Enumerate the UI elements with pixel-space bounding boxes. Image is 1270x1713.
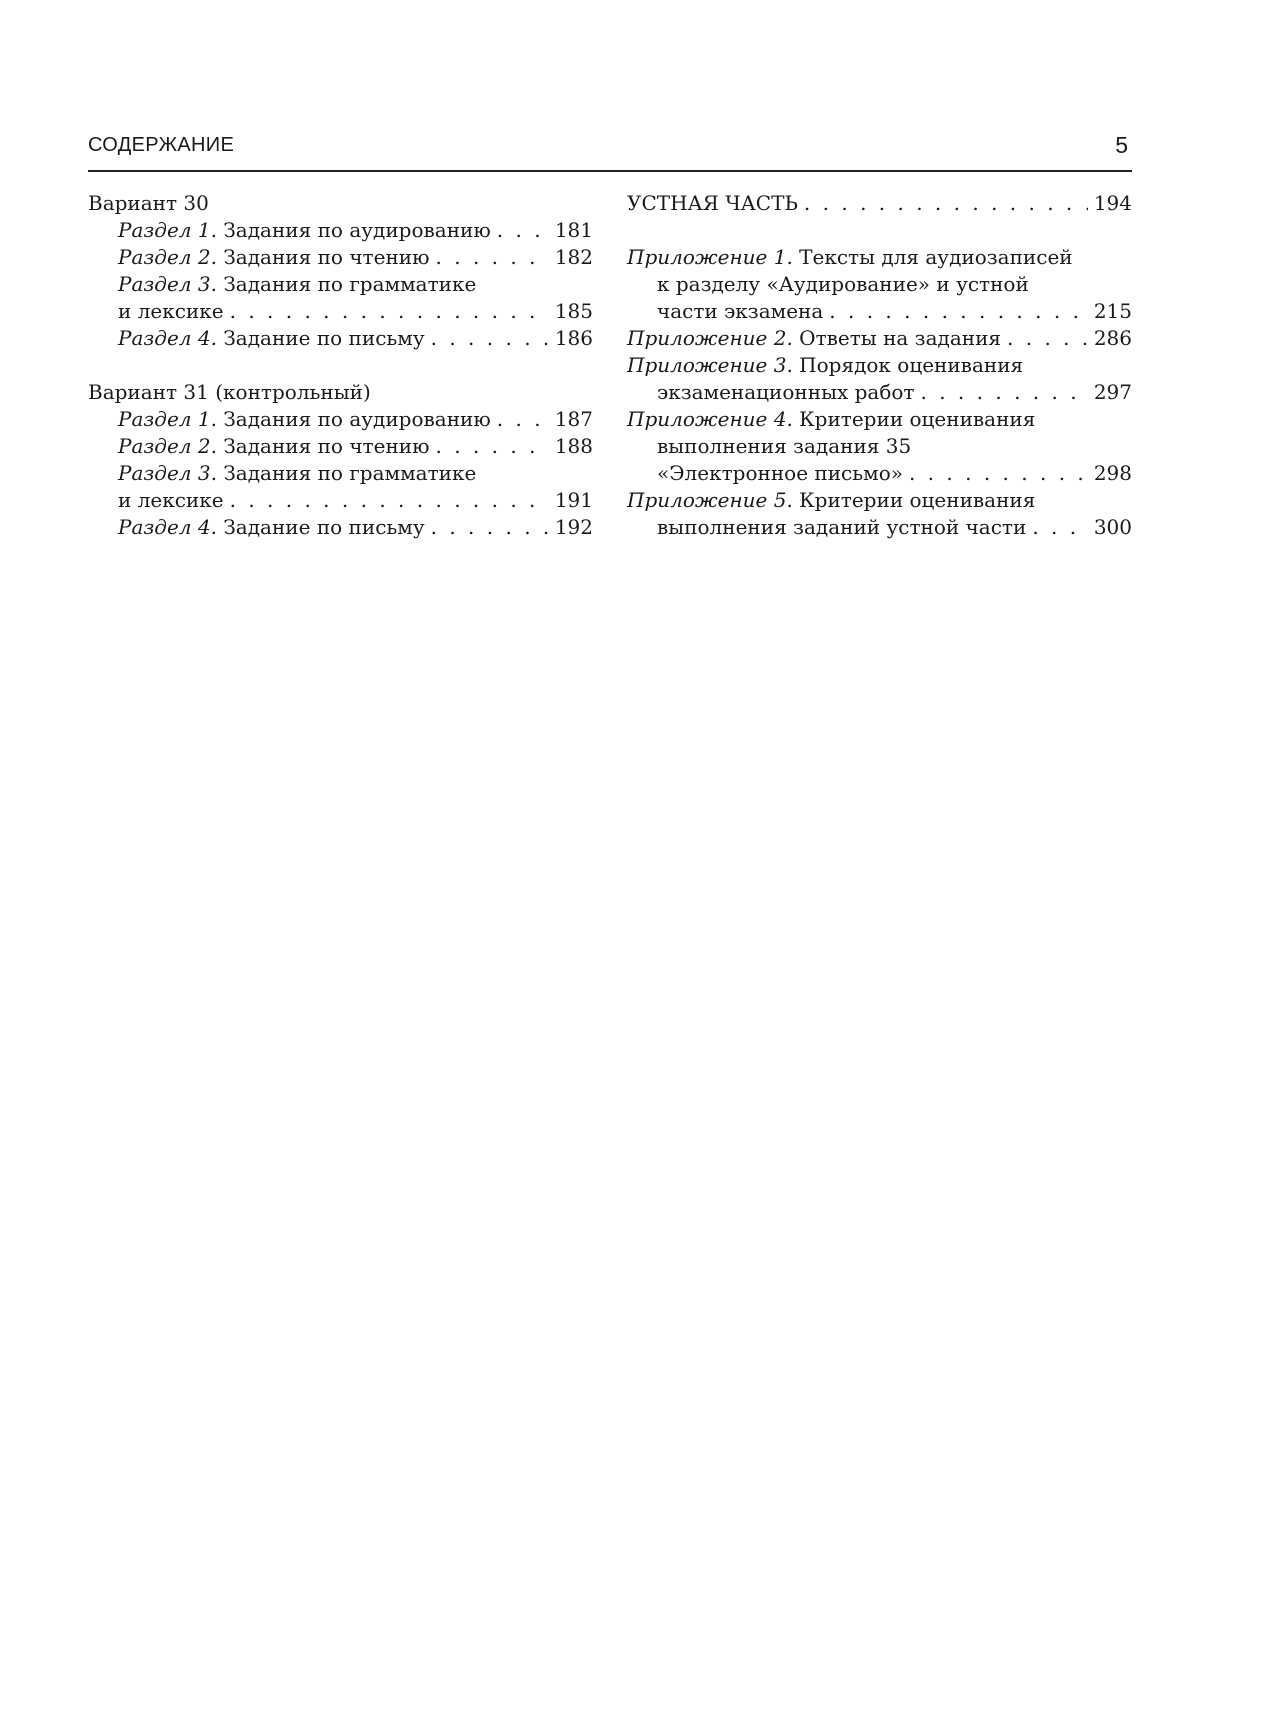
toc-entry-line[interactable]: [627, 487, 1132, 514]
dot-leader: [230, 298, 549, 325]
toc-entry-continuation[interactable]: [88, 487, 593, 514]
toc-entry-continuation[interactable]: [88, 298, 593, 325]
entry-text: Задания по аудированию: [216, 218, 491, 242]
entry-page: 215: [1093, 299, 1132, 323]
dot-leader: [1032, 514, 1088, 541]
section-label: Раздел 1.: [118, 407, 217, 431]
dot-leader: [431, 514, 549, 541]
toc-left-column: [88, 190, 593, 541]
toc-entry[interactable]: [88, 217, 593, 244]
entry-text: Задания по грамматике: [216, 461, 477, 485]
toc-entry[interactable]: [88, 325, 593, 352]
entry-text: и лексике: [118, 299, 224, 323]
section-label: Раздел 2.: [118, 245, 217, 269]
toc-entry-oral-part[interactable]: [627, 190, 1132, 217]
dot-leader: [230, 487, 549, 514]
dot-leader: [436, 433, 549, 460]
toc-entry-continuation[interactable]: к разделу «Аудирование» и устной: [657, 272, 1029, 296]
entry-text: Задания по аудированию: [216, 407, 491, 431]
entry-text: Ответы на задания: [792, 326, 1002, 350]
entry-text: Критерии оценивания: [792, 488, 1036, 512]
dot-leader: [921, 379, 1088, 406]
entry-text: и лексике: [118, 488, 224, 512]
toc-entry-line[interactable]: [627, 352, 1132, 379]
appendix-label: Приложение 2.: [627, 326, 793, 350]
toc-entry[interactable]: [88, 433, 593, 460]
entry-page: 187: [554, 407, 593, 431]
entry-text: УСТНАЯ ЧАСТЬ: [627, 191, 798, 215]
entry-text: Критерии оценивания: [792, 407, 1036, 431]
entry-text: Задания по грамматике: [216, 272, 477, 296]
entry-text: «Электронное письмо»: [657, 461, 903, 485]
entry-page: 185: [554, 299, 593, 323]
toc-right-column: [627, 190, 1132, 541]
dot-leader: [804, 190, 1088, 217]
entry-text: Задания по чтению: [216, 245, 430, 269]
entry-page: 300: [1093, 515, 1132, 539]
dot-leader: [436, 244, 549, 271]
toc-entry-continuation[interactable]: выполнения задания 35: [657, 434, 912, 458]
dot-leader: [829, 298, 1088, 325]
toc-entry[interactable]: [88, 244, 593, 271]
entry-text: Задания по чтению: [216, 434, 430, 458]
entry-page: 192: [554, 515, 593, 539]
dot-leader: [1007, 325, 1088, 352]
entry-text: Порядок оценивания: [792, 353, 1024, 377]
variant-31-title: Вариант 31 (контрольный): [88, 380, 371, 404]
appendix-label: Приложение 3.: [627, 353, 793, 377]
appendix-label: Приложение 4.: [627, 407, 793, 431]
entry-page: 298: [1093, 461, 1132, 485]
entry-text: Задание по письму: [216, 326, 425, 350]
spacer: [88, 352, 593, 379]
entry-page: 297: [1093, 380, 1132, 404]
toc-entry-line[interactable]: [627, 406, 1132, 433]
section-label: Раздел 4.: [118, 515, 217, 539]
appendix-label: Приложение 5.: [627, 488, 793, 512]
spacer: [627, 217, 1132, 244]
toc-entry-line[interactable]: [88, 460, 593, 487]
dot-leader: [497, 406, 549, 433]
toc-entry-continuation[interactable]: [627, 460, 1132, 487]
page-header: [88, 134, 1132, 172]
entry-page: 191: [554, 488, 593, 512]
toc-entry-continuation[interactable]: [627, 514, 1132, 541]
entry-page: 194: [1093, 191, 1132, 215]
entry-text: Тексты для аудиозаписей: [792, 245, 1073, 269]
section-label: Раздел 3.: [118, 272, 217, 296]
page-number: 5: [1115, 132, 1128, 158]
toc-entry[interactable]: [627, 325, 1132, 352]
running-head: СОДЕРЖАНИЕ: [88, 134, 235, 156]
entry-page: 186: [554, 326, 593, 350]
dot-leader: [497, 217, 549, 244]
dot-leader: [909, 460, 1088, 487]
toc-entry-continuation[interactable]: [627, 379, 1132, 406]
section-label: Раздел 4.: [118, 326, 217, 350]
entry-text: экзаменационных работ: [657, 380, 915, 404]
section-label: Раздел 2.: [118, 434, 217, 458]
toc-entry-continuation[interactable]: [627, 298, 1132, 325]
section-label: Раздел 1.: [118, 218, 217, 242]
toc-entry[interactable]: [88, 406, 593, 433]
section-label: Раздел 3.: [118, 461, 217, 485]
entry-text: Задание по письму: [216, 515, 425, 539]
entry-text: части экзамена: [657, 299, 824, 323]
entry-page: 286: [1093, 326, 1132, 350]
entry-page: 182: [554, 245, 593, 269]
entry-page: 181: [554, 218, 593, 242]
appendix-label: Приложение 1.: [627, 245, 793, 269]
toc-entry-line[interactable]: [88, 271, 593, 298]
entry-page: 188: [554, 434, 593, 458]
entry-text: выполнения заданий устной части: [657, 515, 1027, 539]
dot-leader: [431, 325, 549, 352]
toc-entry[interactable]: [88, 514, 593, 541]
toc-entry-line[interactable]: [627, 244, 1132, 271]
variant-30-title: Вариант 30: [88, 191, 209, 215]
